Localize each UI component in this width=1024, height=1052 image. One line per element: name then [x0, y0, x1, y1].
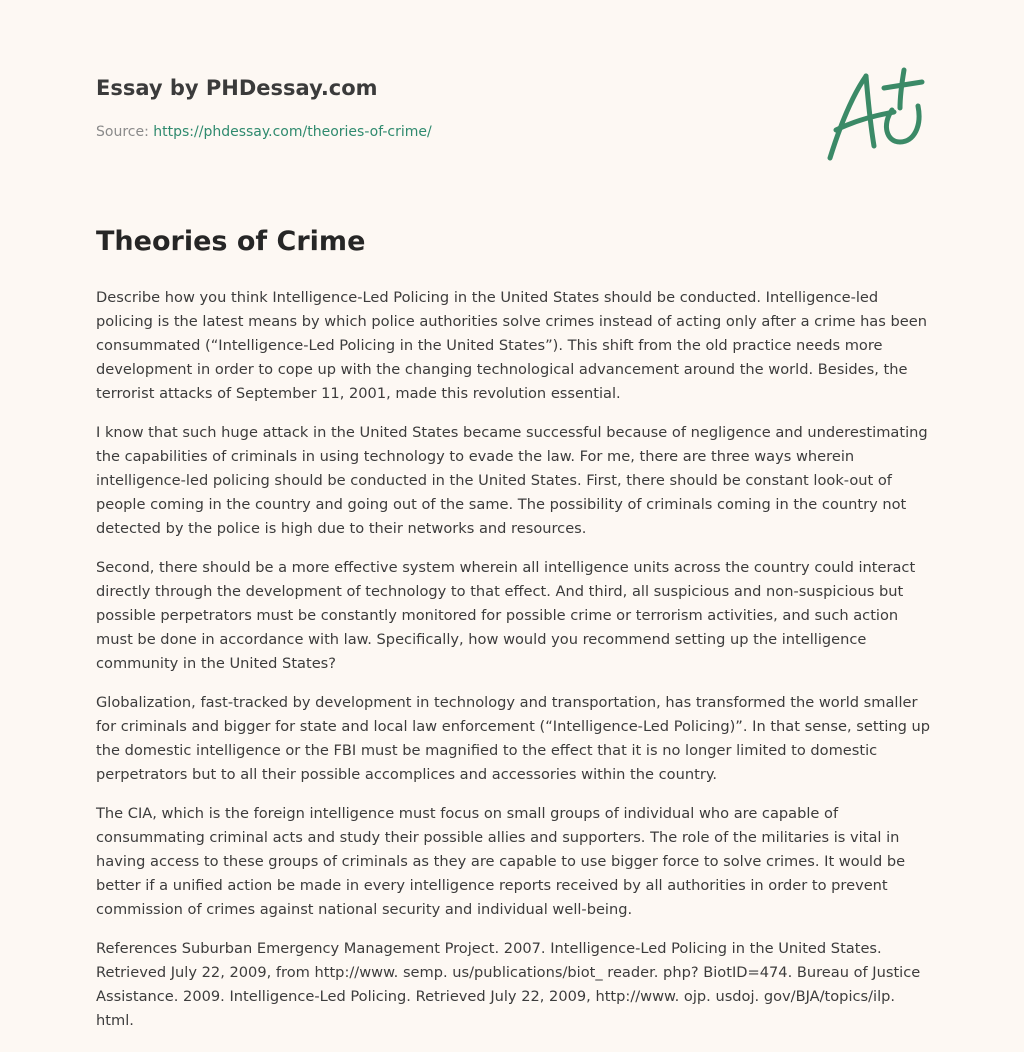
essay-paragraph: The CIA, which is the foreign intelligence must focus on small groups of individual who are capable of consummating criminal acts and study their possible allies and supporters. The role of the militaries is vital in having access to these groups of criminals as they are capable to use bigger force to solve crimes. It would be better if a unified action be made in every intelligence reports received by all authorities in order to prevent commission of crimes against national security and individual well-being.: [96, 805, 906, 918]
a-plus-logo-icon: [822, 66, 926, 166]
site-brand: Essay by PHDessay.com: [96, 76, 378, 100]
essay-paragraph: Globalization, fast-tracked by development in technology and transportation, has transformed the world smaller for criminals and bigger for state and local law enforcement (“Intelligence-Led Policing)”. In that sense, setting up the domestic intelligence or the FBI must be magnified to the effect that it is no longer limited to domestic perpetrators but to all their possible accomplices and accessories within the country.: [96, 694, 931, 783]
references-paragraph: References Suburban Emergency Management Project. 2007. Intelligence-Led Policing in the United States. Retrieved July 22, 2009, from http://www. semp. us/publications/biot_ reader. php? BiotID=474. Bureau of Justice Assistance. 2009. Intelligence-Led Policing. Retrieved July 22, 2009, http://www. ojp. usdoj. gov/BJA/topics/ilp. html.: [96, 940, 921, 1029]
essay-paragraph: Second, there should be a more effective system wherein all intelligence units across the country could interact directly through the development of technology to that effect. And third, all suspicious and non-suspicious but possible perpetrators must be constantly monitored for possible crime or terrorism activities, and such action must be done in accordance with law. Specifically, how would you recommend setting up the intelligence community in the United States?: [96, 559, 916, 672]
source-line: [96, 124, 432, 140]
source-label: Source:: [96, 124, 149, 140]
essay-paragraph: Describe how you think Intelligence-Led Policing in the United States should be conducted. Intelligence-led policing is the latest means by which police authorities solve crimes instead of acting only after a crime has been consummated (“Intelligence-Led Policing in the United States”). This shift from the old practice needs more development in order to cope up with the changing technological advancement around the world. Besides, the terrorist attacks of September 11, 2001, made this revolution essential.: [96, 289, 927, 402]
source-link[interactable]: https://phdessay.com/theories-of-crime/: [153, 124, 432, 140]
essay-title: Theories of Crime: [96, 226, 366, 257]
essay-body: [96, 286, 932, 1048]
essay-paragraph: I know that such huge attack in the United States became successful because of negligence and underestimating the capabilities of criminals in using technology to evade the law. For me, there are three ways wherein intelligence-led policing should be conducted in the United States. First, there should be constant look-out of people coming in the country and going out of the same. The possibility of criminals coming in the country not detected by the police is high due to their networks and resources.: [96, 424, 928, 537]
